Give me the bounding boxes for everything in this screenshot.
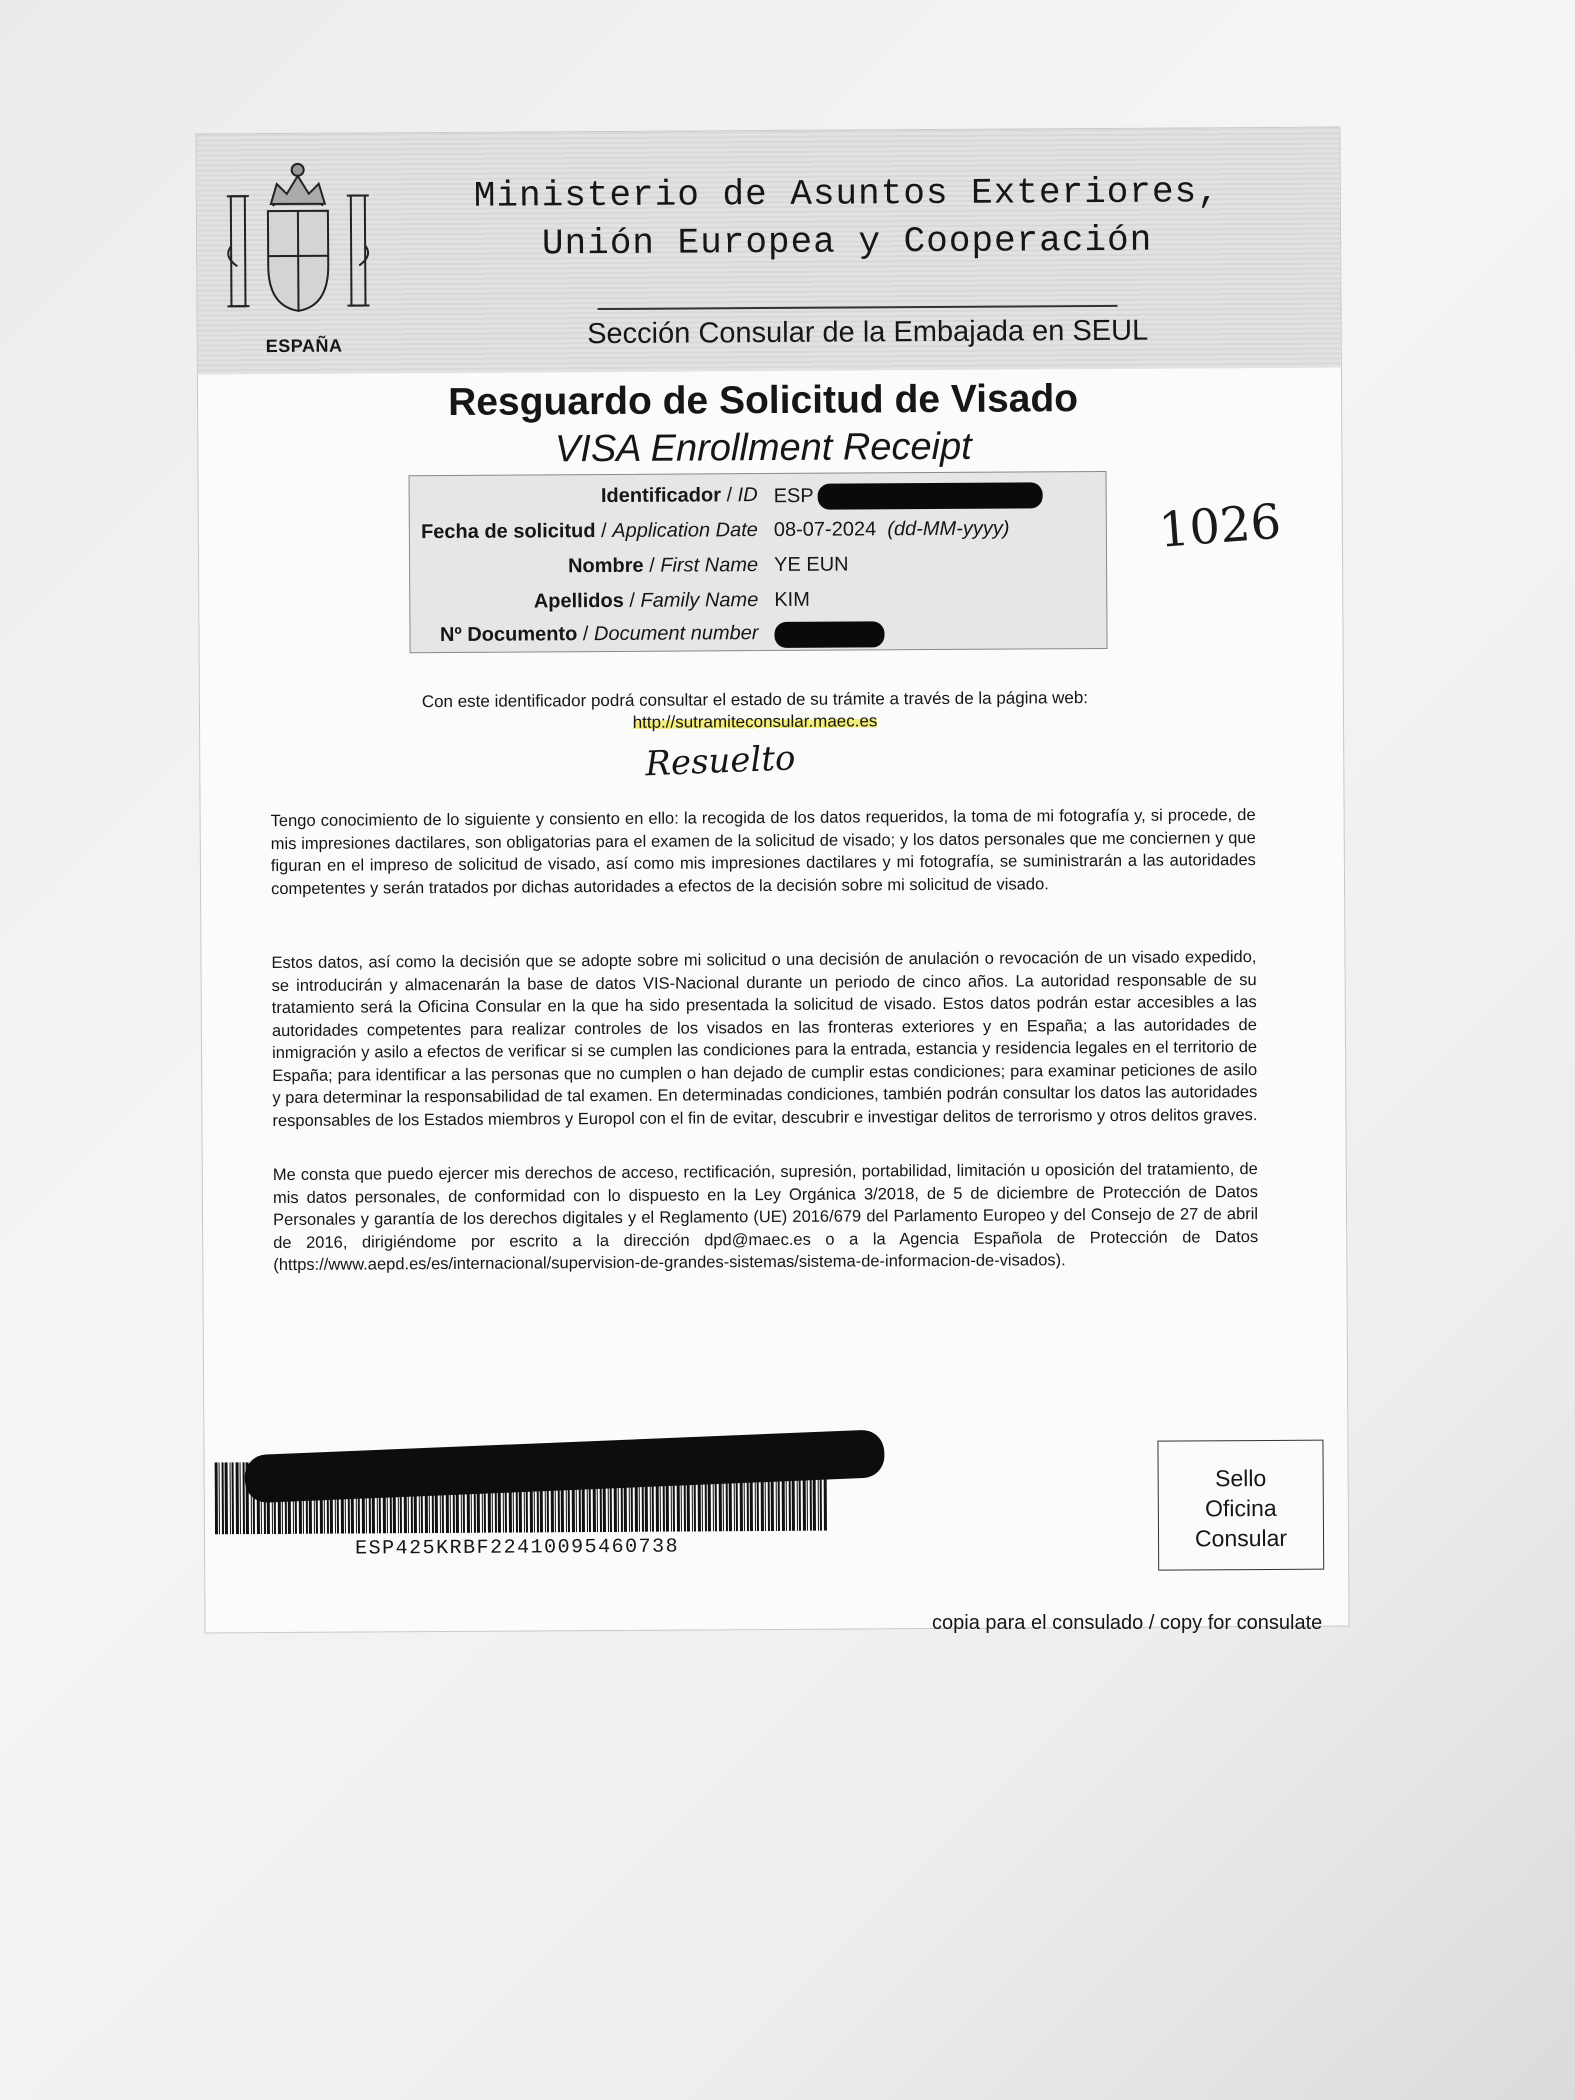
field-label: Identificador / ID: [600, 484, 758, 508]
header-band: [196, 128, 1340, 375]
field-value-first-name: YE EUN: [774, 553, 849, 576]
consular-section: Sección Consular de la Embajada en SEUL: [587, 314, 1149, 351]
spain-coat-of-arms-icon: [223, 155, 374, 321]
field-row-date: [410, 513, 1106, 551]
field-label-en: First Name: [660, 554, 759, 577]
legal-paragraph-1: Tengo conocimiento de lo siguiente y consiento en ello: la recogida de los datos requeridos, la toma de mi fotografía y, si procede, de mis impresiones dactilares, son obligatorias para el examen de la solicitud de visado; y los datos personales que me conciernen y que figuran en el impreso de solicitud de visado, así como mis impresiones dactilares y mi fotografía, se suministrarán a las autoridades competentes y serán tratados por dichas autoridades a efectos de la decisión sobre mi solicitud de visado.: [270, 806, 1256, 898]
ministry-line-1: Ministerio de Asuntos Exteriores,: [473, 171, 1220, 217]
country-label: ESPAÑA: [265, 335, 343, 357]
document-subtitle: VISA Enrollment Receipt: [554, 425, 972, 471]
field-label: Fecha de solicitud / Application Date: [420, 519, 758, 544]
field-row-family-name: [410, 583, 1106, 621]
copy-note: copia para el consulado / copy for consulate: [932, 1612, 1323, 1634]
field-label-es: Nombre: [567, 554, 644, 578]
status-url: http://sutramiteconsular.maec.es: [632, 711, 878, 732]
field-value-document: [774, 621, 884, 648]
redaction-mark: [818, 482, 1043, 509]
field-label: Nº Documento / Document number: [439, 622, 759, 647]
stamp-line-2: Oficina: [1204, 1494, 1277, 1522]
field-row-first-name: [410, 548, 1106, 586]
field-label-en: Document number: [593, 622, 759, 646]
field-value-date: [774, 518, 1010, 542]
field-label-es: Identificador: [600, 484, 722, 508]
legal-paragraph-3: Me consta que puedo ejercer mis derechos de acceso, rectificación, supresión, portabilidad, limitación u oposición del tratamiento, de mis datos personales, de conformidad con lo dispuesto en la Ley Orgánica 3/2018, de 5 de diciembre de Protección de Datos Personales y garantía de los derechos digitales y el Reglamento (UE) 2016/679 del Parlamento Europeo y del Consejo de 27 de abril de 2016, dirigiéndome por escrito a la dirección dpd@maec.es o a la Agencia Española de Protección de Datos (https://www.aepd.es/es/internacional/supervision-de-grandes-sistemas/sistema-de-informacion-de-visados).: [272, 1160, 1259, 1275]
field-row-document: [410, 616, 1106, 654]
ministry-name: [427, 168, 1268, 269]
consular-stamp-box: [1157, 1440, 1324, 1571]
stamp-line-3: Consular: [1194, 1524, 1288, 1552]
status-note: [320, 686, 1190, 735]
document-title: Resguardo de Solicitud de Visado: [447, 377, 1079, 424]
field-label-en: Family Name: [640, 589, 759, 612]
field-row-id: [410, 478, 1106, 516]
header-divider: [598, 305, 1118, 310]
handwritten-number: 1026: [1156, 493, 1283, 559]
status-note-text: Con este identificador podrá consultar el estado de su trámite a través de la página web:: [421, 688, 1089, 712]
date-format: (dd-MM-yyyy): [887, 517, 1010, 541]
stamp-line-1: Sello: [1215, 1464, 1267, 1492]
field-value-family-name: KIM: [774, 588, 810, 611]
id-prefix: ESP: [773, 485, 814, 508]
field-label-en: ID: [737, 484, 758, 507]
ministry-line-2: Unión Europea y Cooperación: [541, 219, 1153, 265]
field-label-es: Apellidos: [533, 589, 624, 613]
receipt-sheet: [195, 127, 1349, 1634]
field-label-es: Nº Documento: [439, 623, 578, 647]
field-label-es: Fecha de solicitud: [420, 520, 596, 544]
applicant-info-box: [409, 471, 1108, 653]
field-label-en: Application Date: [612, 519, 758, 542]
application-date: 08-07-2024: [773, 518, 877, 541]
legal-paragraph-2: Estos datos, así como la decisión que se adopte sobre mi solicitud o una decisión de anulación o revocación de un visado expedido, se introducirán y almacenarán la base de datos VIS-Nacional durante un periodo de cinco años. La autoridad responsable de su tratamiento será la Oficina Consular en la que ha sido presentada la solicitud de visado. Estos datos podrán estar accesibles a las autoridades competentes para realizar controles de los visados en las fronteras exteriores y en España; a las autoridades de inmigración y asilo a efectos de verificar si se cumplen las condiciones para la entrada, estancia y residencia legales en el territorio de España; para identificar a las personas que no cumplen o han dejado de cumplir estas condiciones; para examinar peticiones de asilo y para determinar la responsabilidad de tal examen. En determinadas condiciones, también podrán consultar los datos las autoridades responsables de los Estados miembros y Europol con el fin de evitar, descubrir e investigar delitos de terrorismo y otros delitos graves.: [271, 948, 1258, 1130]
handwritten-status: Resuelto: [644, 738, 797, 785]
barcode-number: ESP425KRBF22410095460738: [355, 1535, 680, 1561]
field-label: Nombre / First Name: [567, 554, 759, 578]
field-value-id: [774, 482, 1043, 510]
redaction-mark: [774, 621, 884, 648]
field-label: Apellidos / Family Name: [533, 589, 759, 613]
